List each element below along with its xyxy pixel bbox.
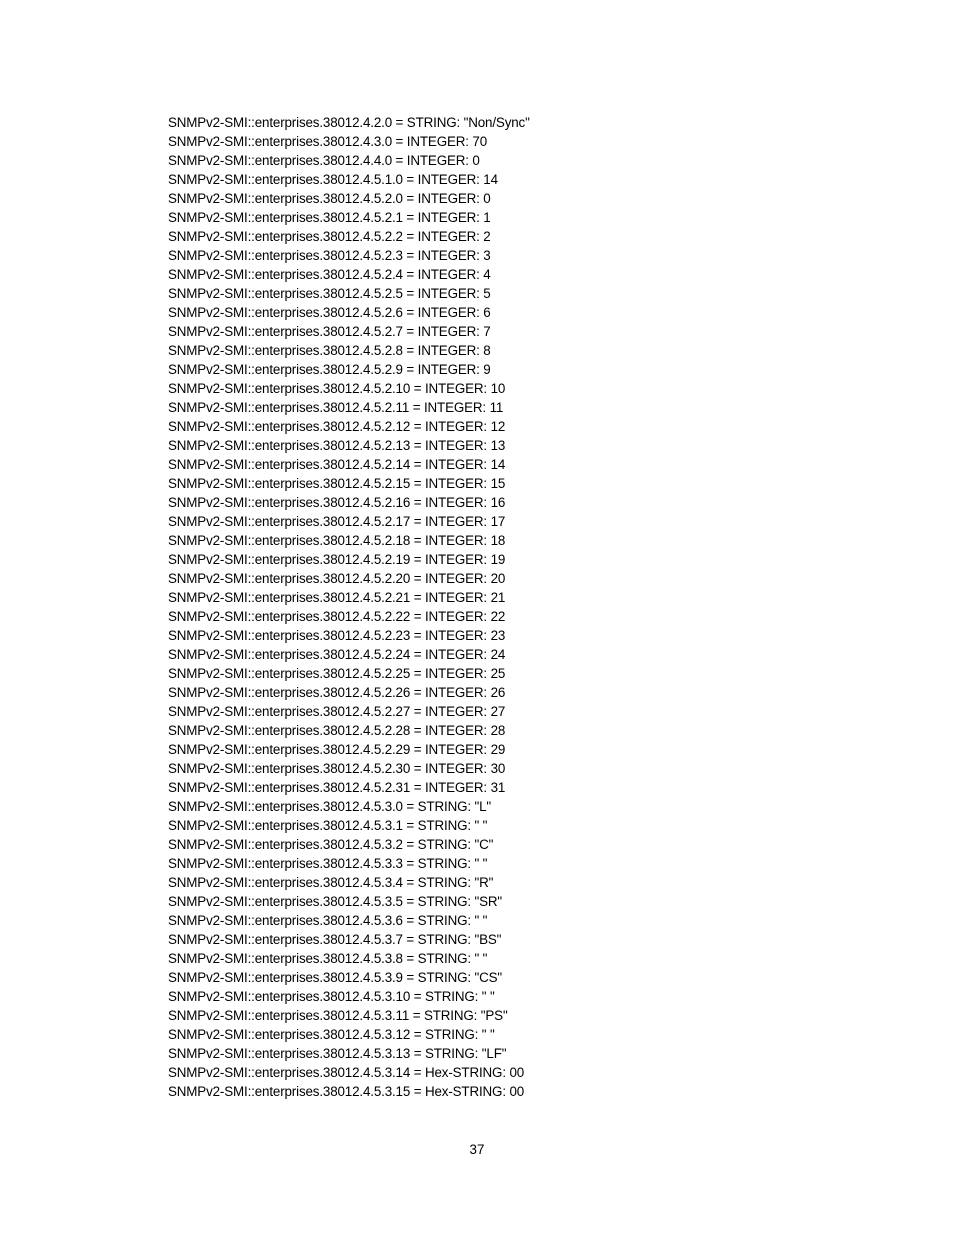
snmp-line: SNMPv2-SMI::enterprises.38012.4.5.2.9 = INTEGER: 9 <box>168 362 491 377</box>
snmp-line: SNMPv2-SMI::enterprises.38012.4.5.3.11 = STRING: "PS" <box>168 1008 508 1023</box>
snmp-line: SNMPv2-SMI::enterprises.38012.4.5.3.10 = STRING: " " <box>168 989 495 1004</box>
snmp-line: SNMPv2-SMI::enterprises.38012.4.5.2.29 = INTEGER: 29 <box>168 742 506 757</box>
snmp-line: SNMPv2-SMI::enterprises.38012.4.5.2.30 = INTEGER: 30 <box>168 761 506 776</box>
snmp-line: SNMPv2-SMI::enterprises.38012.4.5.2.31 = INTEGER: 31 <box>168 780 506 795</box>
snmp-line: SNMPv2-SMI::enterprises.38012.4.5.3.0 = STRING: "L" <box>168 799 491 814</box>
snmp-line: SNMPv2-SMI::enterprises.38012.4.2.0 = STRING: "Non/Sync" <box>168 115 530 130</box>
snmp-line: SNMPv2-SMI::enterprises.38012.4.5.3.9 = STRING: "CS" <box>168 970 503 985</box>
snmp-line: SNMPv2-SMI::enterprises.38012.4.5.2.23 = INTEGER: 23 <box>168 628 506 643</box>
snmp-line: SNMPv2-SMI::enterprises.38012.4.5.2.16 = INTEGER: 16 <box>168 495 506 510</box>
snmp-line: SNMPv2-SMI::enterprises.38012.4.5.2.18 = INTEGER: 18 <box>168 533 506 548</box>
snmp-line: SNMPv2-SMI::enterprises.38012.4.5.2.17 = INTEGER: 17 <box>168 514 506 529</box>
snmp-line: SNMPv2-SMI::enterprises.38012.4.5.2.25 = INTEGER: 25 <box>168 666 506 681</box>
snmp-line: SNMPv2-SMI::enterprises.38012.4.5.2.3 = INTEGER: 3 <box>168 248 491 263</box>
snmp-line: SNMPv2-SMI::enterprises.38012.4.5.2.7 = INTEGER: 7 <box>168 324 491 339</box>
snmp-line: SNMPv2-SMI::enterprises.38012.4.5.2.8 = INTEGER: 8 <box>168 343 491 358</box>
snmp-line: SNMPv2-SMI::enterprises.38012.4.5.2.11 = INTEGER: 11 <box>168 400 504 415</box>
snmp-line: SNMPv2-SMI::enterprises.38012.4.5.1.0 = INTEGER: 14 <box>168 172 498 187</box>
snmp-line: SNMPv2-SMI::enterprises.38012.4.5.2.22 = INTEGER: 22 <box>168 609 506 624</box>
snmp-line: SNMPv2-SMI::enterprises.38012.4.5.3.4 = STRING: "R" <box>168 875 494 890</box>
snmp-line: SNMPv2-SMI::enterprises.38012.4.5.2.5 = INTEGER: 5 <box>168 286 491 301</box>
snmp-line: SNMPv2-SMI::enterprises.38012.4.5.2.27 = INTEGER: 27 <box>168 704 506 719</box>
snmp-line: SNMPv2-SMI::enterprises.38012.4.5.3.6 = STRING: " " <box>168 913 488 928</box>
snmp-line: SNMPv2-SMI::enterprises.38012.4.5.2.12 = INTEGER: 12 <box>168 419 506 434</box>
snmp-line: SNMPv2-SMI::enterprises.38012.4.5.3.5 = STRING: "SR" <box>168 894 503 909</box>
snmp-line: SNMPv2-SMI::enterprises.38012.4.5.3.1 = STRING: " " <box>168 818 488 833</box>
snmp-line: SNMPv2-SMI::enterprises.38012.4.5.2.13 = INTEGER: 13 <box>168 438 506 453</box>
snmp-line: SNMPv2-SMI::enterprises.38012.4.5.2.2 = INTEGER: 2 <box>168 229 491 244</box>
snmp-line: SNMPv2-SMI::enterprises.38012.4.5.3.2 = STRING: "C" <box>168 837 494 852</box>
snmp-line: SNMPv2-SMI::enterprises.38012.4.5.3.12 = STRING: " " <box>168 1027 495 1042</box>
snmp-line: SNMPv2-SMI::enterprises.38012.4.5.2.14 = INTEGER: 14 <box>168 457 506 472</box>
snmp-line: SNMPv2-SMI::enterprises.38012.4.5.2.0 = INTEGER: 0 <box>168 191 491 206</box>
snmp-line: SNMPv2-SMI::enterprises.38012.4.5.3.14 = Hex-STRING: 00 <box>168 1065 525 1080</box>
snmp-line: SNMPv2-SMI::enterprises.38012.4.5.2.15 = INTEGER: 15 <box>168 476 506 491</box>
snmp-line: SNMPv2-SMI::enterprises.38012.4.5.2.28 = INTEGER: 28 <box>168 723 506 738</box>
snmp-line: SNMPv2-SMI::enterprises.38012.4.4.0 = INTEGER: 0 <box>168 153 480 168</box>
snmp-line: SNMPv2-SMI::enterprises.38012.4.5.2.6 = INTEGER: 6 <box>168 305 491 320</box>
snmp-line: SNMPv2-SMI::enterprises.38012.4.3.0 = INTEGER: 70 <box>168 134 488 149</box>
page-number: 37 <box>469 1142 485 1157</box>
snmp-line: SNMPv2-SMI::enterprises.38012.4.5.3.15 = Hex-STRING: 00 <box>168 1084 525 1099</box>
snmp-line: SNMPv2-SMI::enterprises.38012.4.5.2.26 = INTEGER: 26 <box>168 685 506 700</box>
snmp-line: SNMPv2-SMI::enterprises.38012.4.5.3.13 = STRING: "LF" <box>168 1046 507 1061</box>
snmp-line: SNMPv2-SMI::enterprises.38012.4.5.2.1 = INTEGER: 1 <box>168 210 491 225</box>
snmp-line: SNMPv2-SMI::enterprises.38012.4.5.2.20 = INTEGER: 20 <box>168 571 506 586</box>
snmp-line: SNMPv2-SMI::enterprises.38012.4.5.2.21 = INTEGER: 21 <box>168 590 506 605</box>
snmp-line: SNMPv2-SMI::enterprises.38012.4.5.3.8 = STRING: " " <box>168 951 488 966</box>
snmp-line: SNMPv2-SMI::enterprises.38012.4.5.3.3 = STRING: " " <box>168 856 488 871</box>
snmp-output-listing <box>168 113 530 1101</box>
snmp-line: SNMPv2-SMI::enterprises.38012.4.5.2.19 = INTEGER: 19 <box>168 552 506 567</box>
snmp-line: SNMPv2-SMI::enterprises.38012.4.5.3.7 = STRING: "BS" <box>168 932 502 947</box>
snmp-line: SNMPv2-SMI::enterprises.38012.4.5.2.10 = INTEGER: 10 <box>168 381 506 396</box>
snmp-line: SNMPv2-SMI::enterprises.38012.4.5.2.24 = INTEGER: 24 <box>168 647 506 662</box>
snmp-line: SNMPv2-SMI::enterprises.38012.4.5.2.4 = INTEGER: 4 <box>168 267 491 282</box>
